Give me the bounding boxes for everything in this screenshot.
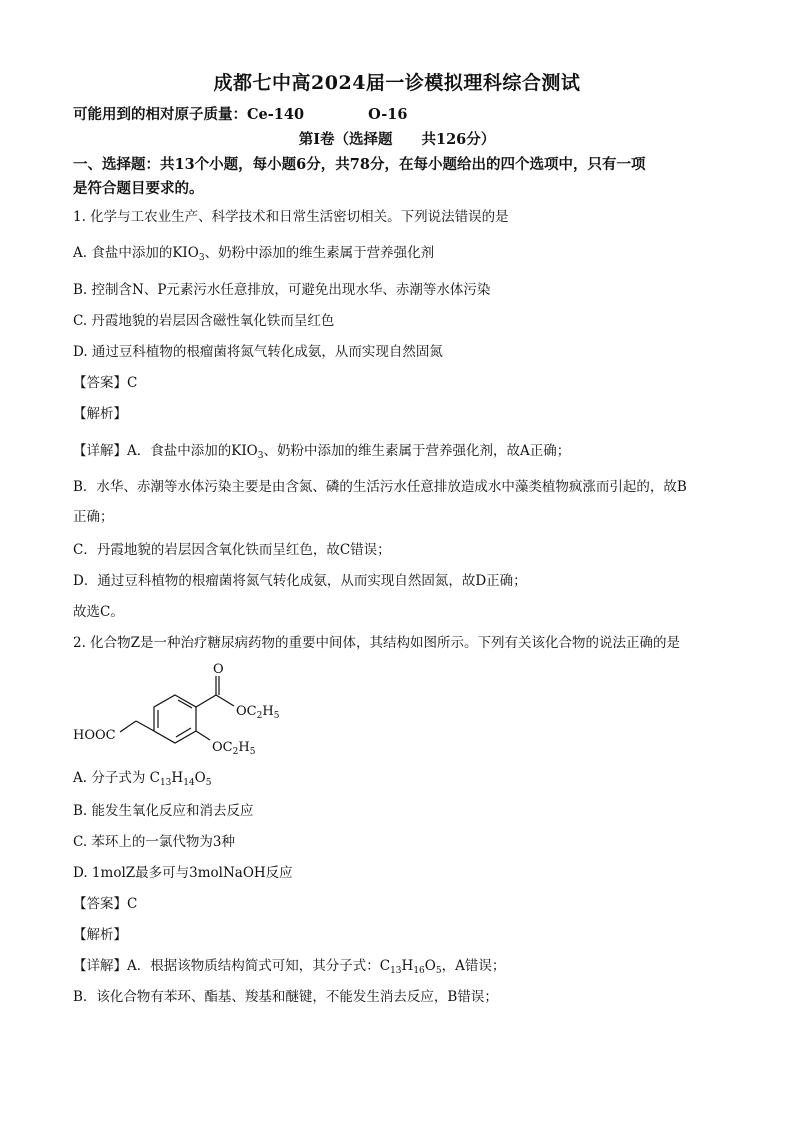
line-text: A. 分子式为 C: [73, 770, 160, 786]
line-text: 故选C。: [73, 604, 124, 620]
ester-group-label: $OC_2H_5$: [236, 704, 280, 721]
line-text: B．水华、赤潮等水体污染主要是由含氮、磷的生活污水任意排放造成水中藻类植物疯涨而引起的，故B: [73, 479, 687, 495]
q1-explanation-line: [73, 508, 114, 526]
line-text: B. 控制含N、P元素污水任意排放，可避免出现水华、赤潮等水体污染: [73, 282, 491, 298]
q1-option-d: [73, 343, 443, 361]
q1-explanation-line: [73, 541, 391, 559]
acid-chain-bonds: [120, 721, 154, 732]
line-text: C. 苯环上的一氯代物为3种: [73, 834, 236, 850]
line-text: KIO: [231, 443, 258, 459]
q2-option-c: [73, 833, 235, 851]
subscript-text: 16: [413, 966, 425, 976]
q1-answer: 【答案】C: [73, 375, 138, 391]
q1-stem: 1. 化学与工农业生产、科学技术和日常生活密切相关。下列说法错误的是: [73, 209, 509, 225]
line-text: KIO: [172, 245, 199, 261]
section-intro-line-2: 是符合题目要求的。: [73, 180, 204, 197]
q1-option-a: [73, 244, 434, 262]
line-text: 【详解】A．食盐中添加的: [73, 443, 232, 459]
line-text: ，A错误；: [441, 958, 506, 974]
line-text: H: [401, 958, 414, 974]
q2-analysis-label: 【解析】: [73, 927, 127, 943]
page-title: 成都七中高2024届一诊模拟理科综合测试: [213, 72, 581, 94]
q1-analysis-label: 【解析】: [73, 406, 127, 422]
line-text: C．丹霞地貌的岩层因含氧化铁而呈红色，故C错误；: [73, 542, 391, 558]
q2-option-b: [73, 802, 254, 820]
ether-bond: [196, 731, 210, 740]
line-text: 正确；: [73, 509, 114, 525]
q2-option-a: [73, 769, 211, 787]
acid-group-label: HOOC: [73, 728, 116, 743]
line-text: D．通过豆科植物的根瘤菌将氮气转化成氨，从而实现自然固氮，故D正确；: [73, 573, 527, 589]
q1-option-b: [73, 281, 490, 299]
line-text: D. 通过豆科植物的根瘤菌将氮气转化成氨，从而实现自然固氮: [73, 344, 443, 360]
line-text: 、奶粉中添加的维生素属于营养强化剂: [204, 245, 435, 261]
line-text: H: [171, 770, 184, 786]
line-text: B．该化合物有苯环、酯基、羧基和醚键，不能发生消去反应，B错误；: [73, 989, 498, 1005]
line-text: D. 1molZ最多可与3molNaOH反应: [73, 865, 293, 881]
line-text: 【详解】A．根据该物质结构简式可知，其分子式：C: [73, 958, 391, 974]
section-intro-line-1: 一、选择题：共13个小题，每小题6分，共78分，在每小题给出的四个选项中，只有一项: [73, 156, 646, 173]
line-text: O: [424, 958, 436, 974]
ether-group-label: $OC_2H_5$: [212, 740, 256, 757]
subscript-text: 13: [390, 966, 402, 976]
q1-explanation-line: [73, 603, 124, 621]
q1-explanation-line: [73, 572, 527, 590]
q2-answer: 【答案】C: [73, 896, 138, 912]
benzene-ring: [154, 695, 196, 743]
line-text: B. 能发生氧化反应和消去反应: [73, 803, 254, 819]
atomic-mass-o: O-16: [368, 106, 408, 123]
subscript-text: 3: [257, 451, 264, 461]
ester-bonds: [196, 676, 234, 707]
compound-z-structure: [70, 660, 310, 760]
line-text: 、奶粉中添加的维生素属于营养强化剂，故A正确；: [263, 443, 571, 459]
carbonyl-oxygen-label: O: [213, 662, 224, 677]
atomic-mass-label: 可能用到的相对原子质量：: [73, 106, 247, 123]
atomic-mass-ce: Ce-140: [247, 106, 305, 123]
q2-explanation-line: [73, 957, 505, 975]
line-text: A. 食盐中添加的: [73, 245, 173, 261]
q1-explanation-line: [73, 478, 687, 496]
subscript-text: 5: [435, 966, 442, 976]
line-text: O: [194, 770, 206, 786]
line-text: C. 丹霞地貌的岩层因含磁性氧化铁而呈红色: [73, 313, 335, 329]
subscript-text: 14: [183, 778, 195, 788]
section-title: 第Ⅰ卷（选择题 共126分）: [298, 131, 496, 148]
q1-option-c: [73, 312, 334, 330]
subscript-text: 5: [205, 778, 212, 788]
q2-explanation-line: [73, 988, 498, 1006]
q2-option-d: [73, 864, 293, 882]
q2-stem: 2. 化合物Z是一种治疗糖尿病药物的重要中间体，其结构如图所示。下列有关该化合物的说法正确的是: [73, 635, 681, 651]
subscript-text: 13: [159, 778, 172, 788]
atomic-mass-line: [73, 106, 407, 124]
q1-explanation-line: [73, 442, 570, 460]
subscript-text: 3: [198, 253, 205, 263]
